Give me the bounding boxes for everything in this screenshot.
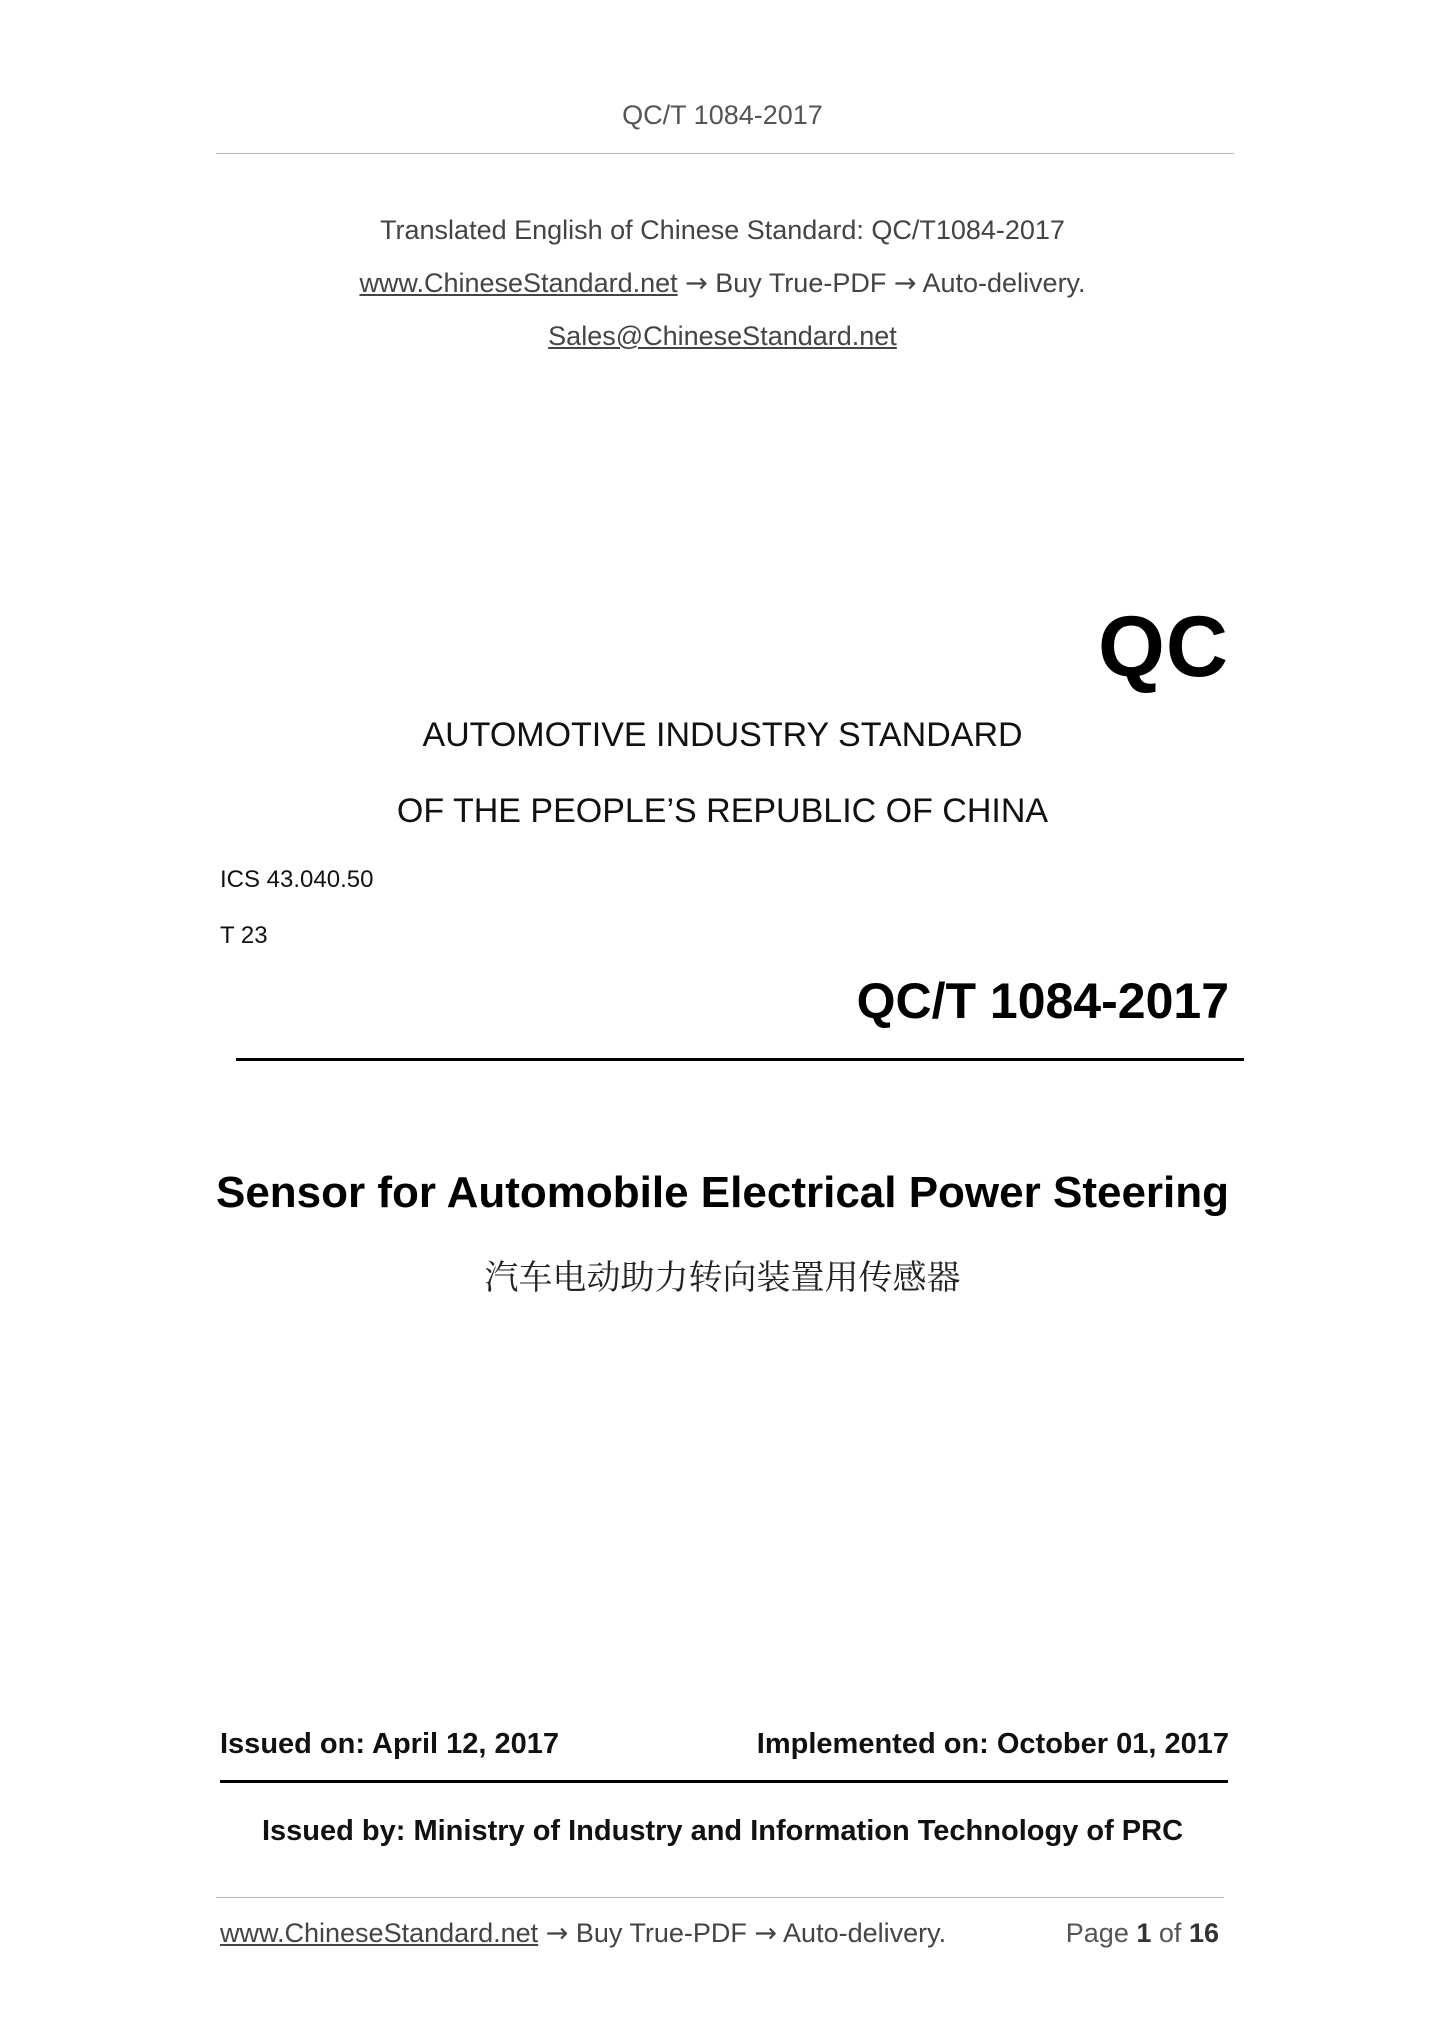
header-divider — [216, 153, 1234, 154]
page-total: 16 — [1188, 1918, 1219, 1948]
implemented-date: Implemented on: October 01, 2017 — [756, 1728, 1229, 1760]
translated-notice: Translated English of Chinese Standard: QC/T1084-2017 — [380, 215, 1065, 245]
issuer: Issued by: Ministry of Industry and Information Technology of PRC — [261, 1815, 1184, 1847]
email-line — [0, 321, 1445, 352]
document-title: Sensor for Automobile Electrical Power Steering — [215, 1168, 1230, 1217]
document-title-chinese: 汽车电动助力转向装置用传感器 — [484, 1258, 961, 1298]
auto-delivery-text: Auto-delivery. — [922, 268, 1086, 298]
purchase-line — [0, 268, 1445, 299]
ics-code: ICS 43.040.50 — [220, 866, 374, 893]
arrow-right-icon: → — [685, 268, 708, 299]
standard-number: QC/T 1084-2017 — [856, 973, 1229, 1029]
of-label: of — [1158, 1918, 1182, 1948]
issued-date: Issued on: April 12, 2017 — [220, 1728, 559, 1760]
arrow-right-icon: → — [893, 268, 917, 299]
page-label: Page — [1065, 1918, 1129, 1948]
site-link[interactable]: www.ChineseStandard.net — [359, 268, 678, 298]
standard-line-2: OF THE PEOPLE’S REPUBLIC OF CHINA — [396, 792, 1049, 830]
footer-auto-delivery-text: Auto-delivery. — [783, 1918, 947, 1948]
footer-purchase-line — [220, 1918, 946, 1949]
standard-mark: QC — [1098, 599, 1229, 695]
footer-buy-text: Buy True-PDF — [575, 1918, 747, 1948]
title-divider — [236, 1058, 1244, 1061]
email-link[interactable]: Sales@ChineseStandard.net — [548, 321, 897, 351]
running-header: QC/T 1084-2017 — [622, 100, 823, 130]
page-indicator — [1066, 1918, 1219, 1949]
footer-site-link[interactable]: www.ChineseStandard.net — [220, 1918, 539, 1948]
footer-divider — [216, 1897, 1224, 1898]
arrow-right-icon: → — [754, 1918, 778, 1949]
dates-divider — [220, 1780, 1228, 1783]
classification-code: T 23 — [220, 922, 268, 949]
page-number: 1 — [1136, 1918, 1152, 1948]
arrow-right-icon: → — [545, 1918, 569, 1949]
buy-text: Buy True-PDF — [715, 268, 887, 298]
standard-line-1: AUTOMOTIVE INDUSTRY STANDARD — [422, 716, 1023, 754]
